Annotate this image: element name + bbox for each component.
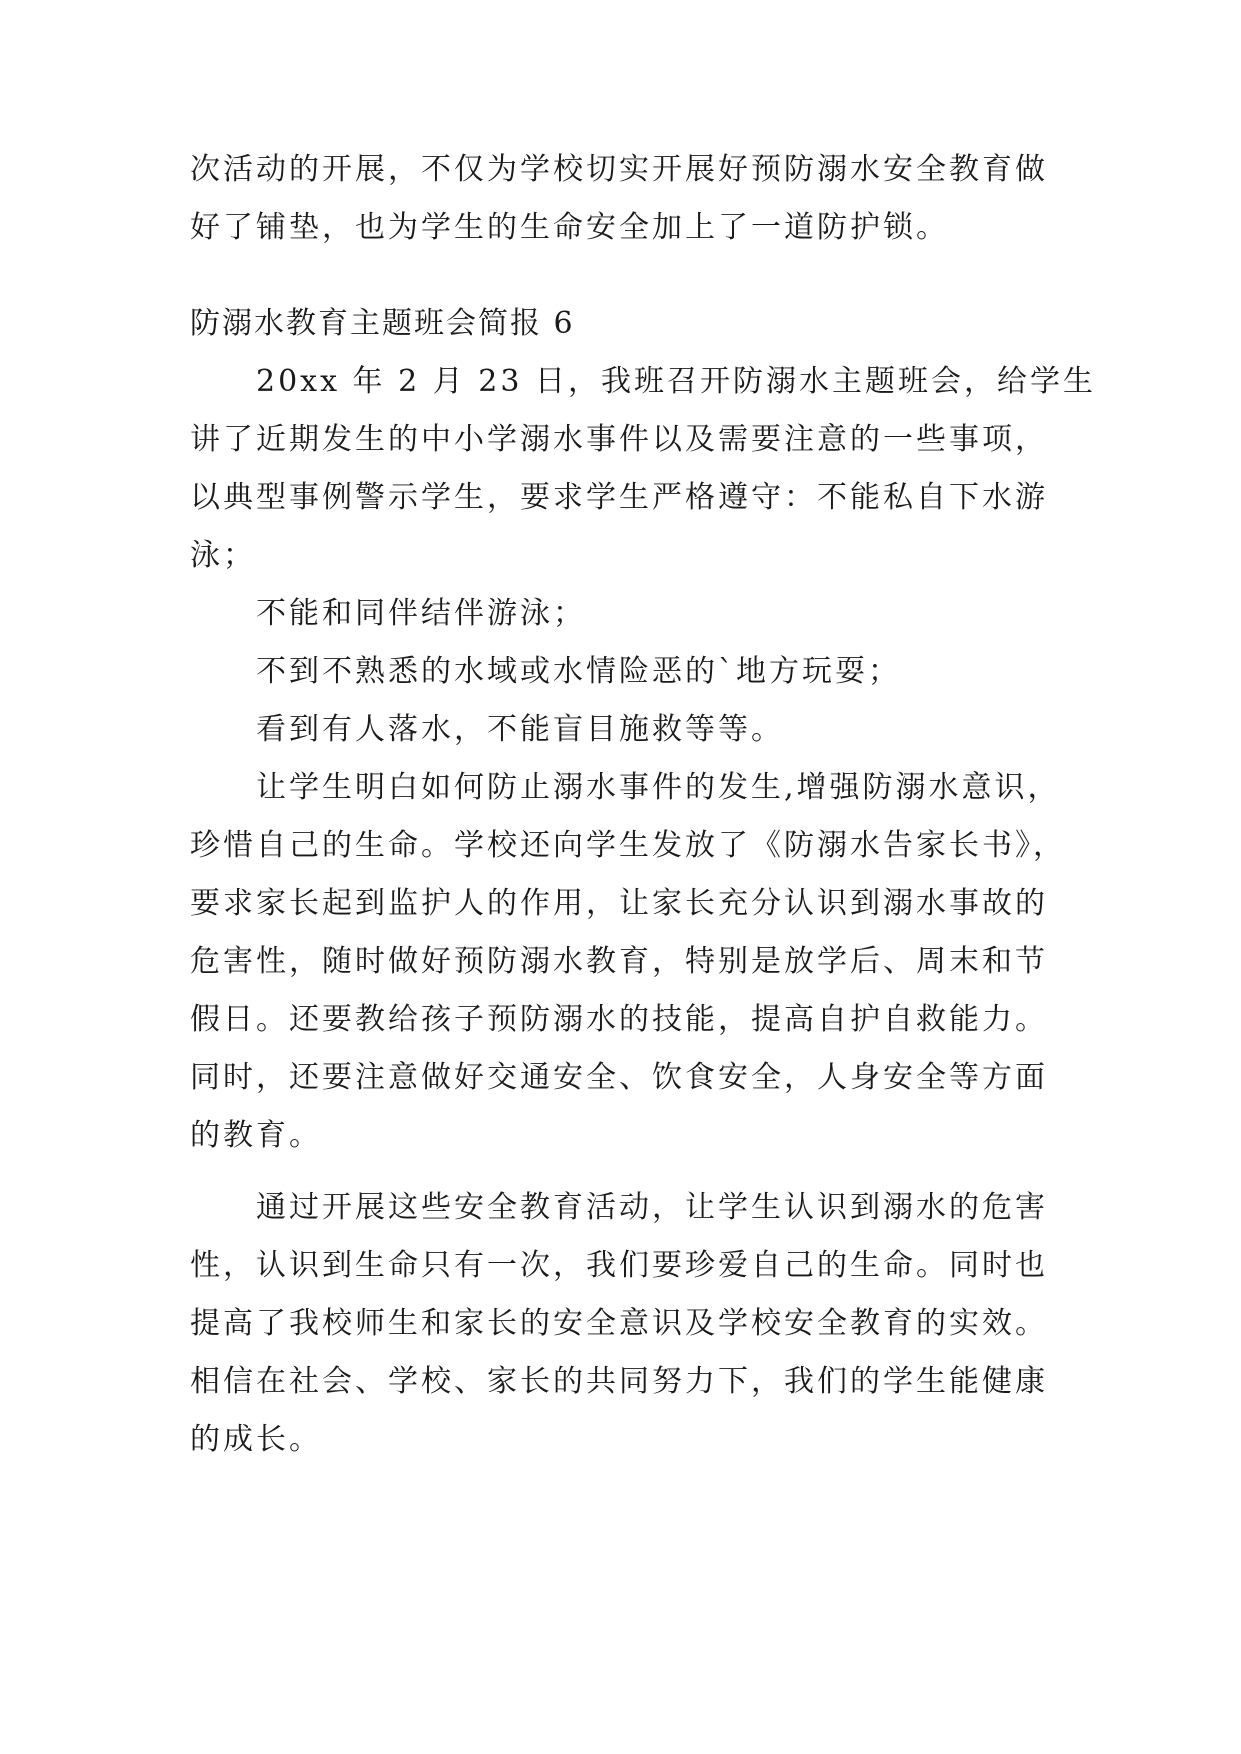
paragraph-line: 危害性，随时做好预防溺水教育，特别是放学后、周末和节 xyxy=(190,944,1048,979)
paragraph-line: 20xx 年 2 月 23 日，我班召开防溺水主题班会，给学生 xyxy=(256,364,1096,399)
rule-item: 不到不熟悉的水域或水情险恶的`地方玩耍； xyxy=(256,654,901,689)
paragraph-line: 同时，还要注意做好交通安全、饮食安全，人身安全等方面 xyxy=(190,1060,1048,1095)
rule-item: 不能和同伴结伴游泳； xyxy=(256,596,586,631)
paragraph-line: 讲了近期发生的中小学溺水事件以及需要注意的一些事项， xyxy=(190,422,1048,457)
paragraph-line: 性，认识到生命只有一次，我们要珍爱自己的生命。同时也 xyxy=(190,1248,1048,1283)
continuation-line: 次活动的开展，不仅为学校切实开展好预防溺水安全教育做 xyxy=(190,152,1048,187)
paragraph-line: 让学生明白如何防止溺水事件的发生,增强防溺水意识， xyxy=(256,770,1061,805)
paragraph-line: 的成长。 xyxy=(190,1422,322,1457)
paragraph-line: 珍惜自己的生命。学校还向学生发放了《防溺水告家长书》， xyxy=(190,828,1066,863)
paragraph-line: 相信在社会、学校、家长的共同努力下，我们的学生能健康 xyxy=(190,1364,1048,1399)
paragraph-line: 泳； xyxy=(190,538,256,573)
paragraph-line: 的教育。 xyxy=(190,1118,322,1153)
continuation-line: 好了铺垫，也为学生的生命安全加上了一道防护锁。 xyxy=(190,210,949,245)
paragraph-line: 提高了我校师生和家长的安全意识及学校安全教育的实效。 xyxy=(190,1306,1048,1341)
rule-item: 看到有人落水，不能盲目施救等等。 xyxy=(256,712,784,747)
paragraph-line: 要求家长起到监护人的作用，让家长充分认识到溺水事故的 xyxy=(190,886,1048,921)
paragraph-line: 以典型事例警示学生，要求学生严格遵守：不能私自下水游 xyxy=(190,480,1048,515)
section-title: 防溺水教育主题班会简报 6 xyxy=(190,306,575,341)
paragraph-line: 假日。还要教给孩子预防溺水的技能，提高自护自救能力。 xyxy=(190,1002,1048,1037)
paragraph-line: 通过开展这些安全教育活动，让学生认识到溺水的危害 xyxy=(256,1190,1048,1225)
